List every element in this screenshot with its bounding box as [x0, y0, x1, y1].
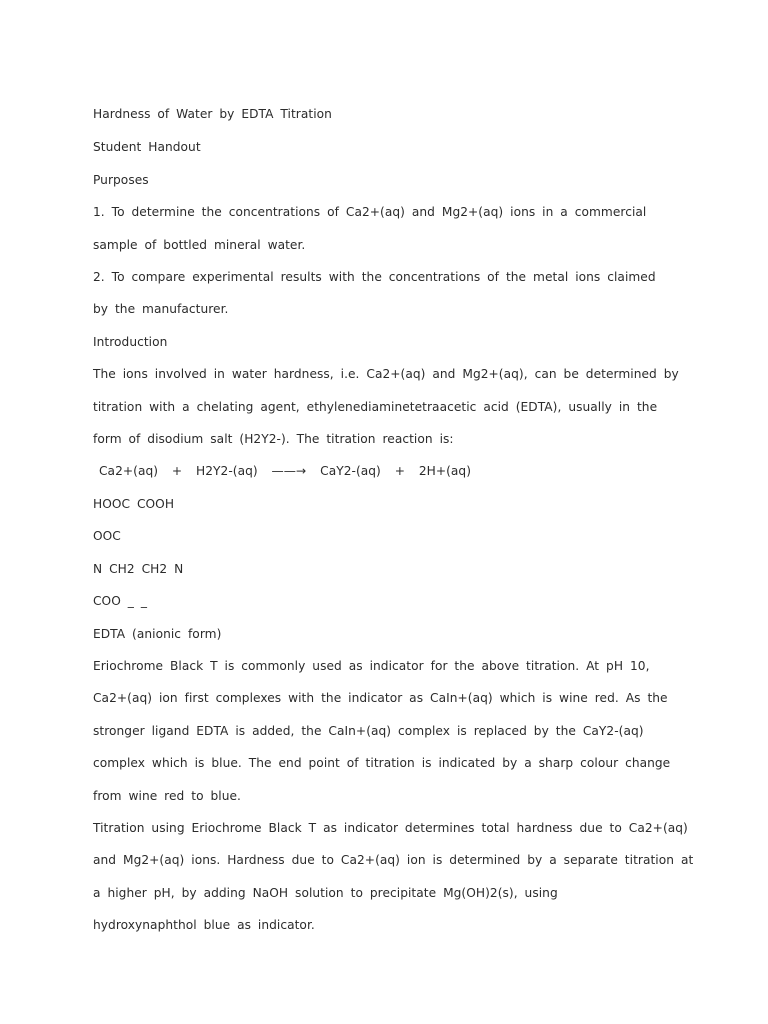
text-line: Titration using Eriochrome Black T as indicator determines total hardness due to Ca2+(aq)	[93, 821, 688, 835]
structure-line: HOOC COOH	[93, 497, 175, 511]
text-line: titration with a chelating agent, ethylenediaminetetraacetic acid (EDTA), usually in the	[93, 400, 658, 414]
text-line: from wine red to blue.	[93, 789, 241, 803]
text-line: a higher pH, by adding NaOH solution to precipitate Mg(OH)2(s), using	[93, 886, 558, 900]
text-line: Ca2+(aq) ion first complexes with the indicator as CaIn+(aq) which is wine red. As the	[93, 691, 668, 705]
text-line: complex which is blue. The end point of titration is indicated by a sharp colour change	[93, 756, 671, 770]
text-line: 1. To determine the concentrations of Ca2+(aq) and Mg2+(aq) ions in a commercial	[93, 205, 647, 219]
structure-caption: EDTA (anionic form)	[93, 627, 222, 641]
text-line: by the manufacturer.	[93, 302, 229, 316]
text-line: sample of bottled mineral water.	[93, 238, 306, 252]
titration-equation: Ca2+(aq) + H2Y2-(aq) ——→ CaY2-(aq) + 2H+(aq)	[99, 464, 472, 478]
section-heading-introduction: Introduction	[93, 335, 168, 349]
section-heading-purposes: Purposes	[93, 173, 149, 187]
text-line: form of disodium salt (H2Y2-). The titration reaction is:	[93, 432, 454, 446]
text-line: The ions involved in water hardness, i.e. Ca2+(aq) and Mg2+(aq), can be determined by	[93, 367, 679, 381]
text-line: stronger ligand EDTA is added, the CaIn+(aq) complex is replaced by the CaY2-(aq)	[93, 724, 644, 738]
text-line: hydroxynaphthol blue as indicator.	[93, 918, 315, 932]
text-line: 2. To compare experimental results with the concentrations of the metal ions claimed	[93, 270, 656, 284]
text-line: Eriochrome Black T is commonly used as indicator for the above titration. At pH 10,	[93, 659, 650, 673]
structure-line: N CH2 CH2 N	[93, 562, 184, 576]
text-line: and Mg2+(aq) ions. Hardness due to Ca2+(aq) ion is determined by a separate titration at	[93, 853, 694, 867]
structure-line: COO _ _	[93, 594, 147, 608]
structure-line: OOC	[93, 529, 121, 543]
document-title: Hardness of Water by EDTA Titration	[93, 107, 332, 121]
document-subtitle: Student Handout	[93, 140, 201, 154]
